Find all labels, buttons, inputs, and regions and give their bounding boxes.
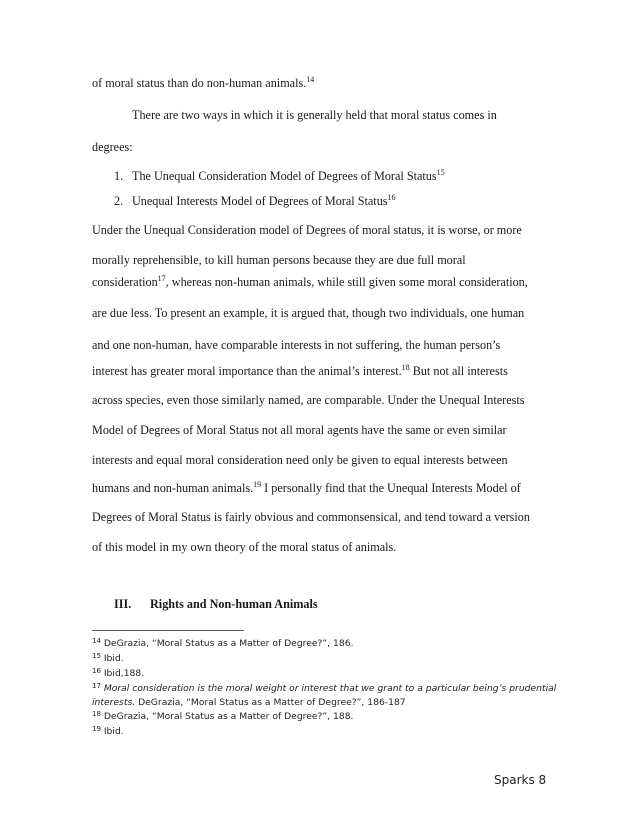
footnote [92,638,562,650]
body-line: across species, even those similarly named, are comparable. Under the Unequal Interests [92,393,525,407]
body-line: and one non-human, have comparable interests in not suffering, the human person’s [92,338,501,352]
footnote-number: 18 [92,710,101,718]
body-text: consideration [92,275,158,289]
body-line: are due less. To present an example, it is argued that, though two individuals, one human [92,306,525,320]
footnote-text: DeGrazia, “Moral Status as a Matter of Degree?”, 186-187 [135,697,406,708]
footnote-number: 14 [92,637,101,645]
footnote-ref: 19 [253,480,262,489]
footnote [92,653,562,665]
body-text: interest has greater moral importance than the animal’s interest. [92,364,402,378]
list-number: 1. [114,169,124,183]
section-title: Rights and Non-human Animals [150,597,318,611]
body-line: morally reprehensible, to kill human persons because they are due full moral [92,253,466,267]
section-heading [114,597,574,611]
body-text: But not all interests [409,364,508,378]
list-text: Unequal Interests Model of Degrees of Moral Status [132,194,388,208]
footnote-ref: 14 [306,75,315,84]
body-text: , whereas non-human animals, while still given some moral consideration, [165,275,528,289]
body-line: degrees: [92,140,133,154]
body-text: I personally find that the Unequal Interests Model of [261,481,521,495]
footnote-ref: 17 [157,274,166,283]
footnote-ref: 16 [387,193,396,202]
body-line [92,364,552,378]
body-line [92,481,552,495]
list-item [114,169,574,183]
body-line [92,275,552,289]
footnote-number: 15 [92,652,101,660]
body-line: interests and equal moral consideration need only be given to equal interests between [92,453,508,467]
footnote [92,668,562,680]
footnote-text: Ibid. [103,726,124,737]
footnote-ref: 15 [436,168,445,177]
footnote-text: DeGrazia, “Moral Status as a Matter of Degree?”, 188. [103,711,354,722]
footnote-text: Ibid. [103,653,124,664]
body-line: Degrees of Moral Status is fairly obvious and commonsensical, and tend toward a version [92,510,530,524]
footnote-text: DeGrazia, “Moral Status as a Matter of Degree?”, 186. [103,638,354,649]
body-line: of this model in my own theory of the moral status of animals. [92,540,397,554]
page-number: Sparks 8 [494,773,547,787]
body-line [92,76,552,90]
footnote-number: 17 [92,682,101,690]
footnote [92,683,562,695]
footnote [92,697,562,709]
list-text: The Unequal Consideration Model of Degrees of Moral Status [132,169,437,183]
footnote-number: 19 [92,725,101,733]
body-line: Under the Unequal Consideration model of Degrees of moral status, it is worse, or more [92,223,522,237]
footnote-ref: 18 [401,363,410,372]
footnote [92,711,562,723]
footnote-number: 16 [92,667,101,675]
footnote-text: Moral consideration is the moral weight or interest that we grant to a particular being’s prudential [103,683,557,694]
body-text: humans and non-human animals. [92,481,254,495]
list-item [114,194,574,208]
list-number: 2. [114,194,124,208]
footnote-text: interests. [92,697,136,708]
section-number: III. [114,597,132,611]
footnote-text: Ibid,188. [103,668,145,679]
body-text: of moral status than do non-human animals. [92,76,307,90]
body-line: There are two ways in which it is generally held that moral status comes in [132,108,497,122]
footnote-divider [92,630,244,631]
body-line: Model of Degrees of Moral Status not all moral agents have the same or even similar [92,423,507,437]
footnote [92,726,562,738]
